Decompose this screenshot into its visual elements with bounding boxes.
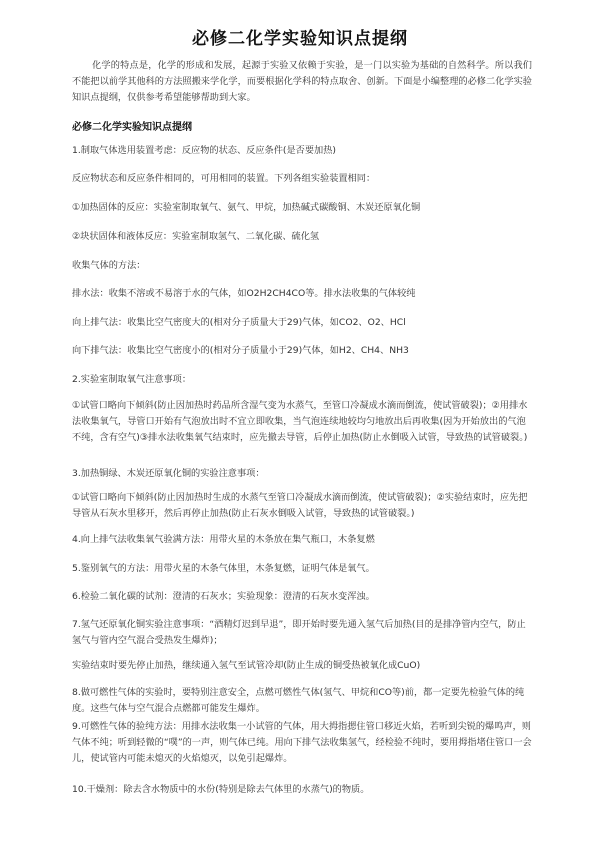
paragraph-3: ①加热固体的反应：实验室制取氧气、氨气、甲烷，加热碱式碳酸铜、木炭还原氧化铜 <box>72 202 421 213</box>
paragraph-10: ①试管口略向下倾斜(防止因加热时药品所含湿气变为水蒸气，至管口冷凝成水滴而倒流，使试管破裂)；②用排水法收集氧气，导管口开始有气泡放出时不宜立即收集，当气泡连续地较均匀地放出后再收集(因为开始放出的气泡不纯，含有空气)③排水法收集氧气结束时，应先撤去导管，后停止加热(防止水倒吸入试管，导致热的试管破裂。) <box>72 400 528 443</box>
paragraph-13: 4.向上排气法收集氧气验满方法：用带火星的木条放在集气瓶口，木条复燃 <box>72 534 375 545</box>
paragraph-2: 反应物状态和反应条件相同的，可用相同的装置。下列各组实验装置相同： <box>72 173 376 184</box>
paragraph-20: 10.干燥剂：除去含水物质中的水份(特别是除去气体里的水蒸气)的物质。 <box>72 784 370 795</box>
paragraph-9: 2.实验室制取氧气注意事项： <box>72 374 192 385</box>
paragraph-18: 8.做可燃性气体的实验时，要特别注意安全，点燃可燃性气体(氢气、甲烷和CO等)前，都一定要先检验气体的纯度。这些气体与空气混合点燃都可能发生爆炸。 <box>72 687 525 714</box>
page-title: 必修二化学实验知识点提纲 <box>192 29 408 49</box>
paragraph-19: 9.可燃性气体的验纯方法：用排水法收集一小试管的气体，用大拇指摁住管口移近火焰，若听到尖锐的爆鸣声，则气体不纯；听到轻微的“噗”的一声，则气体已纯。用向下排气法收集氢气，经检验不纯时，要用拇指堵住管口一会儿，使试管内可能未熄灭的火焰熄灭，以免引起爆炸。 <box>72 721 532 764</box>
paragraph-17: 实验结束时要先停止加热，继续通入氢气至试管冷却(防止生成的铜受热被氧化成CuO) <box>72 660 421 671</box>
paragraph-1: 1.制取气体选用装置考虑：反应物的状态、反应条件(是否要加热) <box>72 145 336 156</box>
paragraph-4: ②块状固体和液体反应：实验室制取氢气、二氧化碳、硫化氢 <box>72 231 320 242</box>
paragraph-16: 7.氢气还原氧化铜实验注意事项：“酒精灯迟到早退”，即开始时要先通入氢气后加热(目的是排净管内空气，防止氢气与管内空气混合受热发生爆炸)； <box>72 619 526 646</box>
paragraph-5: 收集气体的方法： <box>72 260 146 271</box>
paragraph-12: ①试管口略向下倾斜(防止因加热时生成的水蒸气至管口冷凝成水滴而倒流，使试管破裂)；②实验结束时，应先把导管从石灰水里移开，然后再停止加热(防止石灰水倒吸入试管，导致热的试管破裂。) <box>72 492 528 519</box>
section-heading: 必修二化学实验知识点提纲 <box>72 122 192 133</box>
paragraph-11: 3.加热铜绿、木炭还原氧化铜的实验注意事项： <box>72 468 265 479</box>
paragraph-8: 向下排气法：收集比空气密度小的(相对分子质量小于29)气体，如H2、CH4、NH3 <box>72 345 409 356</box>
paragraph-7: 向上排气法：收集比空气密度大的(相对分子质量大于29)气体，如CO2、O2、HCl <box>72 317 406 328</box>
paragraph-6: 排水法：收集不溶或不易溶于水的气体，如O2H2CH4CO等。排水法收集的气体较纯 <box>72 288 416 299</box>
paragraph-14: 5.鉴别氧气的方法：用带火星的木条气体里，木条复燃，证明气体是氧气。 <box>72 563 375 574</box>
intro-paragraph: 化学的特点是，化学的形成和发展，起源于实验又依赖于实验，是一门以实验为基础的自然科学。所以我们不能把以前学其他科的方法照搬来学化学，而要根据化学科的特点取舍、创新。下面是小编整理的必修二化学实验知识点提纲，仅供参考希望能够帮助到大家。 <box>72 60 532 103</box>
paragraph-15: 6.检验二氧化碳的试剂：澄清的石灰水；实验现象：澄清的石灰水变浑浊。 <box>72 591 375 602</box>
